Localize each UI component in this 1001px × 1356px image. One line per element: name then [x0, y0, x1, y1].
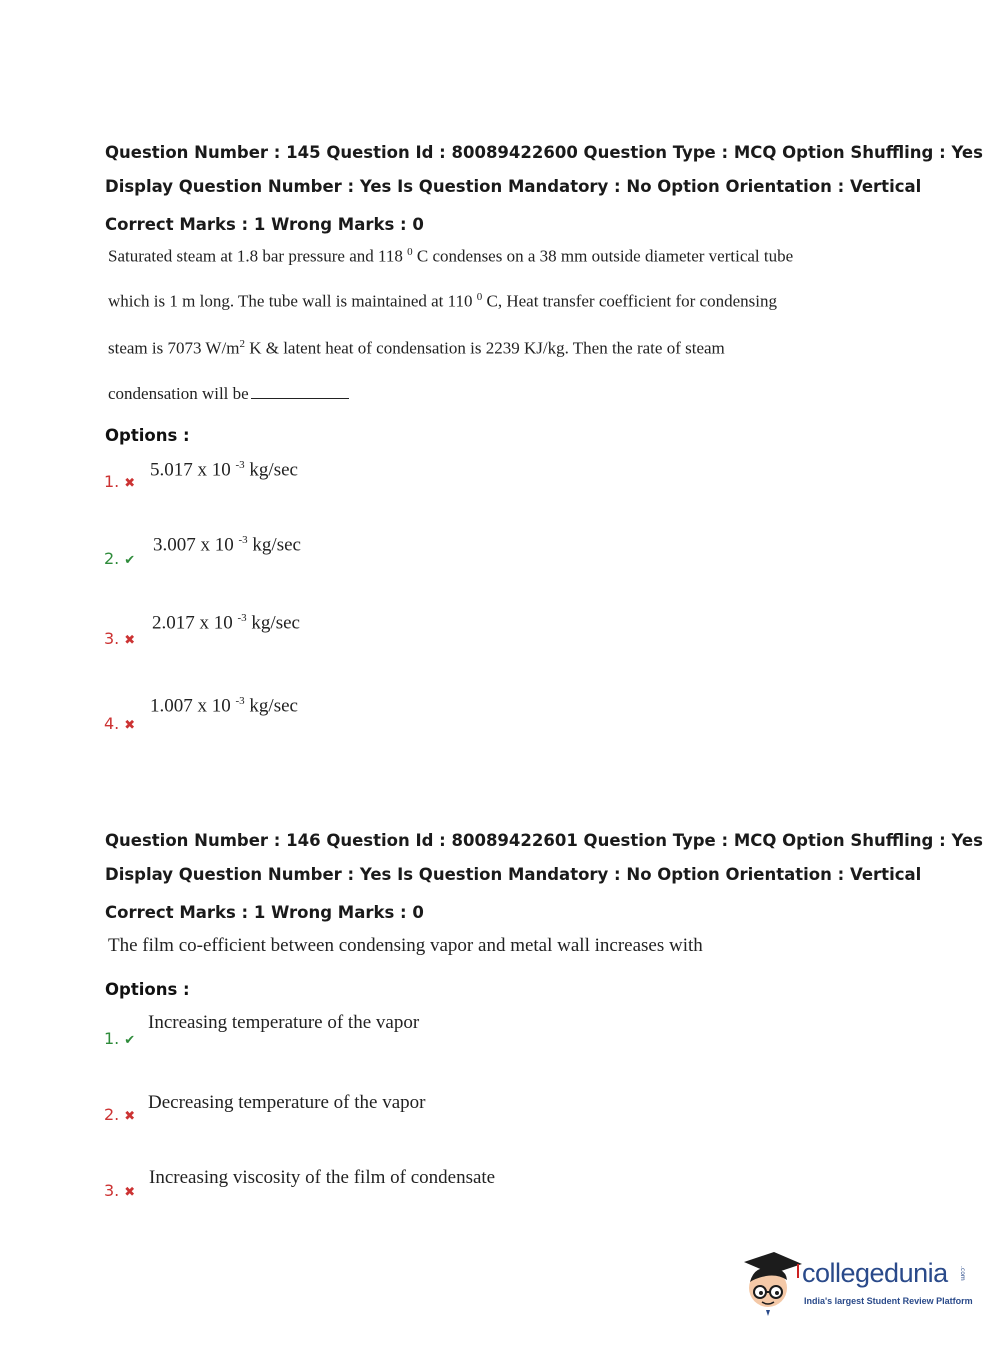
q145-marks: Correct Marks : 1 Wrong Marks : 0 [105, 215, 424, 234]
mascot-icon [740, 1248, 804, 1318]
q146-option-1-text: Increasing temperature of the vapor [148, 1012, 420, 1033]
answer-blank [251, 384, 349, 399]
cross-icon: ✖ [124, 718, 136, 733]
q145-option-2-text: 3.007 x 10 $^{-3}$ kg/sec [153, 534, 301, 556]
q146-meta-line2: Display Question Number : Yes Is Question Mandatory : No Option Orientation : Vertical [105, 865, 922, 884]
q146-options-label: Options : [105, 980, 190, 999]
q145-text-line3: steam is 7073 $W/m^2$ K & latent heat of condensation is 2239 KJ/kg. Then the rate of steam [108, 338, 725, 358]
cross-icon: ✖ [124, 633, 136, 648]
q145-meta-line1: Question Number : 145 Question Id : 80089422600 Question Type : MCQ Option Shuffling : Yes [105, 143, 983, 162]
q145-option-4-text: 1.007 x 10 $^{-3}$ kg/sec [150, 695, 298, 717]
q145-option-3-number: 3. ✖ [104, 629, 136, 648]
q145-option-1-text: 5.017 x 10 $^{-3}$ kg/sec [150, 459, 298, 481]
q146-option-2-number: 2. ✖ [104, 1105, 136, 1124]
q145-option-1-number: 1. ✖ [104, 472, 136, 491]
cross-icon: ✖ [124, 1185, 136, 1200]
q145-text-line1: Saturated steam at 1.8 bar pressure and 118 $^0$ C condenses on a 38 mm outside diameter vertical tube [108, 246, 794, 266]
logo-wordmark: collegedunia [802, 1258, 948, 1288]
collegedunia-logo [740, 1248, 973, 1318]
q145-options-label: Options : [105, 426, 190, 445]
q146-meta-line1: Question Number : 146 Question Id : 80089422601 Question Type : MCQ Option Shuffling : Yes [105, 831, 983, 850]
q146-text: The film co-efficient between condensing vapor and metal wall increases with [108, 935, 703, 956]
q146-option-3-text: Increasing viscosity of the film of condensate [149, 1167, 496, 1188]
cross-icon: ✖ [124, 476, 136, 491]
q146-option-1-number: 1. ✔ [104, 1029, 136, 1048]
q146-marks: Correct Marks : 1 Wrong Marks : 0 [105, 903, 424, 922]
q145-meta-line2: Display Question Number : Yes Is Question Mandatory : No Option Orientation : Vertical [105, 177, 922, 196]
q145-option-2-number: 2. ✔ [104, 549, 136, 568]
q146-option-2-text: Decreasing temperature of the vapor [148, 1092, 426, 1113]
cross-icon: ✖ [124, 1109, 136, 1124]
logo-tagline: India's largest Student Review Platform [804, 1296, 973, 1306]
q145-text-line2: which is 1 m long. The tube wall is maintained at 110 $^0$ C, Heat transfer coefficient for condensing [108, 291, 777, 311]
q145-option-3-text: 2.017 x 10 $^{-3}$ kg/sec [152, 612, 300, 634]
q145-option-4-number: 4. ✖ [104, 714, 136, 733]
logo-com: .com [959, 1266, 966, 1281]
check-icon: ✔ [124, 553, 136, 568]
q146-option-3-number: 3. ✖ [104, 1181, 136, 1200]
q145-text-line4: condensation will be [108, 384, 349, 404]
check-icon: ✔ [124, 1033, 136, 1048]
